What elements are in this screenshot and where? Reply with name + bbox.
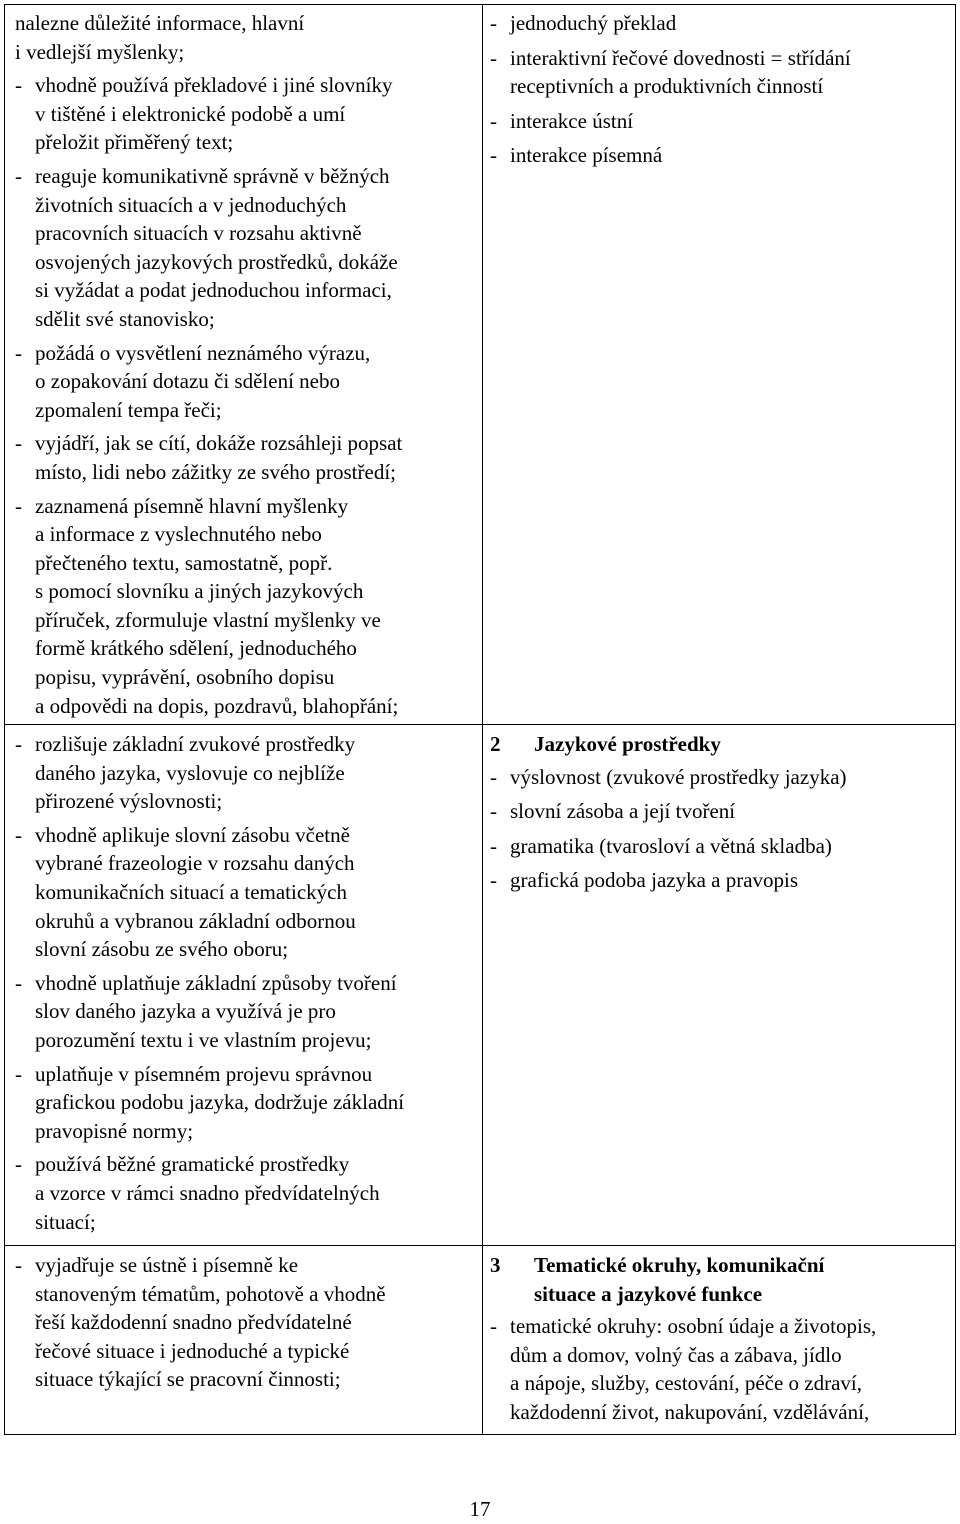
list-item: - vyjadřuje se ústně i písemně ke stanoveným tématům, pohotově a vhodně řeší každodenní snadno předvídatelné řečové situace i jednoduché a typické situace týkající se pracovní činnosti; [15,1253,386,1392]
intro-text: nalezne důležité informace, hlavní i vedlejší myšlenky; [15,11,305,64]
list-item: - používá běžné gramatické prostředky a vzorce v rámci snadno předvídatelných situací; [15,1152,380,1234]
bullet-dash: - [15,493,22,518]
list-item: - gramatika (tvarosloví a větná skladba) [490,832,947,861]
list-item: - slovní zásoba a její tvoření [490,797,947,826]
outcomes-cell [5,725,483,1246]
list-item: - interakce písemná [490,141,947,170]
list-item: - výslovnost (zvukové prostředky jazyka) [490,763,947,792]
bullet-dash: - [490,799,497,824]
bullet-dash: - [490,764,497,789]
bullet-dash: - [15,970,22,995]
content-cell [483,5,956,725]
bullet-dash: - [490,45,497,70]
bullet-dash: - [15,73,22,98]
section-heading [490,730,947,759]
outcomes-cell [5,5,483,725]
bullet-dash: - [15,732,22,756]
list-item: - jednoduchý překlad [490,9,947,38]
table-row [5,725,956,1246]
section-number: 3 [490,1253,501,1277]
section-title: Jazykové prostředky [534,732,721,756]
list-item: - tematické okruhy: osobní údaje a životopis, dům a domov, volný čas a zábava, jídlo a nápoje, služby, cestování, péče o zdraví, každodenní život, nakupování, vzdělávání, [490,1314,877,1424]
section-title: Tematické okruhy, komunikační [534,1253,825,1277]
list-item: - vyjádří, jak se cítí, dokáže rozsáhleji popsat místo, lidi nebo zážitky ze svého prostředí; [15,431,403,484]
list-item: - rozlišuje základní zvukové prostředky daného jazyka, vyslovuje co nejblíže přirozené výslovnosti; [15,732,356,814]
list-item: - vhodně uplatňuje základní způsoby tvoření slov daného jazyka a využívá je pro porozumění textu i ve vlastním projevu; [15,970,397,1052]
content-cell [483,725,956,1246]
list-item: - požádá o vysvětlení neznámého výrazu, o zopakování dotazu či sdělení nebo zpomalení tempa řeči; [15,340,371,422]
section-title: situace a jazykové funkce [534,1281,763,1306]
list-item: - reaguje komunikativně správně v běžných životních situacích a v jednoduchých pracovních situacích v rozsahu aktivně osvojených jazykových prostředků, dokáže si vyžádat a podat jednoduchou informaci, sdělit své stanovisko; [15,163,398,331]
bullet-dash: - [490,11,497,35]
bullet-dash: - [15,1253,22,1277]
list-item: - vhodně používá překladové i jiné slovníky v tištěné i elektronické podobě a umí přeložit přiměřený text; [15,73,393,155]
bullet-dash: - [15,1152,22,1177]
section-heading [490,1251,947,1308]
outcomes-cell [5,1246,483,1435]
list-item: - vhodně aplikuje slovní zásobu včetně vybrané frazeologie v rozsahu daných komunikačních situací a tematických okruhů a vybranou základní odbornou slovní zásobu ze svého oboru; [15,822,356,962]
table-row [5,1246,956,1435]
list-item: - zaznamená písemně hlavní myšlenky a informace z vyslechnutého nebo přečteného textu, samostatně, popř. s pomocí slovníku a jiných jazykových příruček, zformuluje vlastní myšlenky ve formě krátkého sdělení, jednoduchého popisu, vyprávění, osobního dopisu a odpovědi na dopis, pozdravů, blahopřání; [15,493,399,718]
bullet-dash: - [490,1314,497,1339]
bullet-dash: - [490,143,497,168]
bullet-dash: - [15,163,22,188]
page-number: 17 [469,1497,491,1521]
curriculum-table [4,4,956,1435]
bullet-dash: - [15,822,22,847]
table-row [5,5,956,725]
section-number: 2 [490,732,501,756]
list-item: - interaktivní řečové dovednosti = střídání receptivních a produktivních činností [490,45,851,99]
content-cell [483,1246,956,1435]
list-item: - uplatňuje v písemném projevu správnou grafickou podobu jazyka, dodržuje základní pravopisné normy; [15,1061,405,1143]
bullet-dash: - [15,340,22,365]
bullet-dash: - [490,868,497,893]
bullet-dash: - [15,431,22,456]
bullet-dash: - [490,833,497,858]
list-item: - grafická podoba jazyka a pravopis [490,866,947,895]
bullet-dash: - [15,1061,22,1086]
bullet-dash: - [490,108,497,133]
list-item: - interakce ústní [490,107,947,136]
